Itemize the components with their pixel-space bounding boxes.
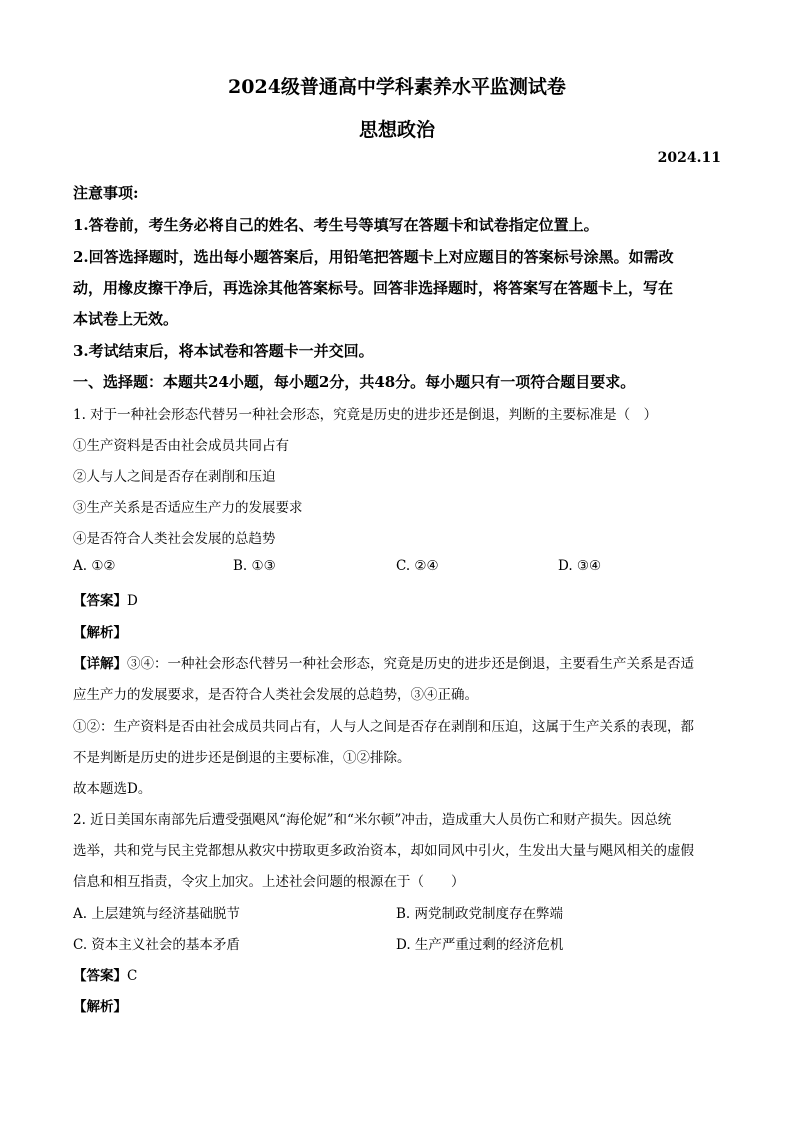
q2-option-b: B. 两党制政党制度存在弊端 (396, 906, 564, 922)
q1-detail-2: 应生产力的发展要求，是否符合人类社会发展的总趋势，③④正确。 (73, 687, 478, 703)
q1-analysis-tag: 【解析】 (73, 625, 127, 641)
q2-stem-3: 信息和相互指责，令灾上加灾。上述社会问题的根源在于（ ） (73, 874, 465, 890)
q1-option-b: B. ①③ (233, 558, 276, 574)
q2-option-a: A. 上层建筑与经济基础脱节 (73, 906, 240, 922)
subject-title: 思想政治 (358, 119, 435, 141)
exam-date: 2024.11 (657, 150, 721, 166)
q1-option-a: A. ①② (73, 558, 116, 574)
q1-detail-3: ①②：生产资料是否由社会成员共同占有，人与人之间是否存在剥削和压迫，这属于生产关系的表现，都 (73, 719, 694, 735)
answer-tag: 【答案】 (73, 593, 127, 609)
q2-answer (73, 964, 137, 984)
q2-stem-1: 2. 近日美国东南部先后遭受强飓风“海伦妮”和“米尔顿”冲击，造成重大人员伤亡和财产损失。因总统 (73, 812, 672, 828)
q1-option-c: C. ②④ (396, 558, 439, 574)
q2-option-d: D. 生产严重过剩的经济危机 (396, 937, 564, 953)
answer-tag: 【答案】 (73, 968, 127, 984)
notice-item-2-cont: 动，用橡皮擦干净后，再选涂其他答案标号。回答非选择题时，将答案写在答题卡上，写在 (73, 279, 674, 297)
detail-tag: 【详解】 (73, 656, 127, 672)
q2-stem-2: 选举，共和党与民主党都想从救灾中捞取更多政治资本，却如同风中引火，生发出大量与飓风相关的虚假 (73, 843, 694, 859)
q1-detail-1 (73, 652, 694, 672)
answer-value: C (127, 968, 138, 984)
q1-answer (73, 589, 138, 609)
exam-title: 2024级普通高中学科素养水平监测试卷 (228, 76, 566, 98)
notice-item-2-end: 本试卷上无效。 (73, 310, 179, 328)
q1-stem: 1. 对于一种社会形态代替另一种社会形态，究竟是历史的进步还是倒退，判断的主要标准是（ ） (73, 407, 658, 423)
section-heading: 一、选择题：本题共24小题，每小题2分，共48分。每小题只有一项符合题目要求。 (73, 373, 636, 391)
q1-item-4: ④是否符合人类社会发展的总趋势 (73, 531, 276, 547)
q2-analysis-tag: 【解析】 (73, 999, 127, 1015)
q1-item-2: ②人与人之间是否存在剥削和压迫 (73, 469, 276, 485)
q1-item-1: ①生产资料是否由社会成员共同占有 (73, 438, 289, 454)
q2-option-c: C. 资本主义社会的基本矛盾 (73, 937, 240, 953)
q1-detail-5: 故本题选D。 (73, 781, 152, 797)
notice-item-1: 1.答卷前，考生务必将自己的姓名、考生号等填写在答题卡和试卷指定位置上。 (73, 216, 599, 234)
notice-heading: 注意事项: (73, 184, 139, 202)
detail-text: ③④：一种社会形态代替另一种社会形态，究竟是历史的进步还是倒退，主要看生产关系是否适 (127, 656, 694, 672)
q1-detail-4: 不是判断是历史的进步还是倒退的主要标准，①②排除。 (73, 750, 411, 766)
answer-value: D (127, 593, 138, 609)
q1-item-3: ③生产关系是否适应生产力的发展要求 (73, 500, 303, 516)
q1-option-d: D. ③④ (558, 558, 602, 574)
notice-item-3: 3.考试结束后，将本试卷和答题卡一并交回。 (73, 342, 374, 360)
notice-item-2: 2.回答选择题时，选出每小题答案后，用铅笔把答题卡上对应题目的答案标号涂黑。如需改 (73, 248, 674, 266)
